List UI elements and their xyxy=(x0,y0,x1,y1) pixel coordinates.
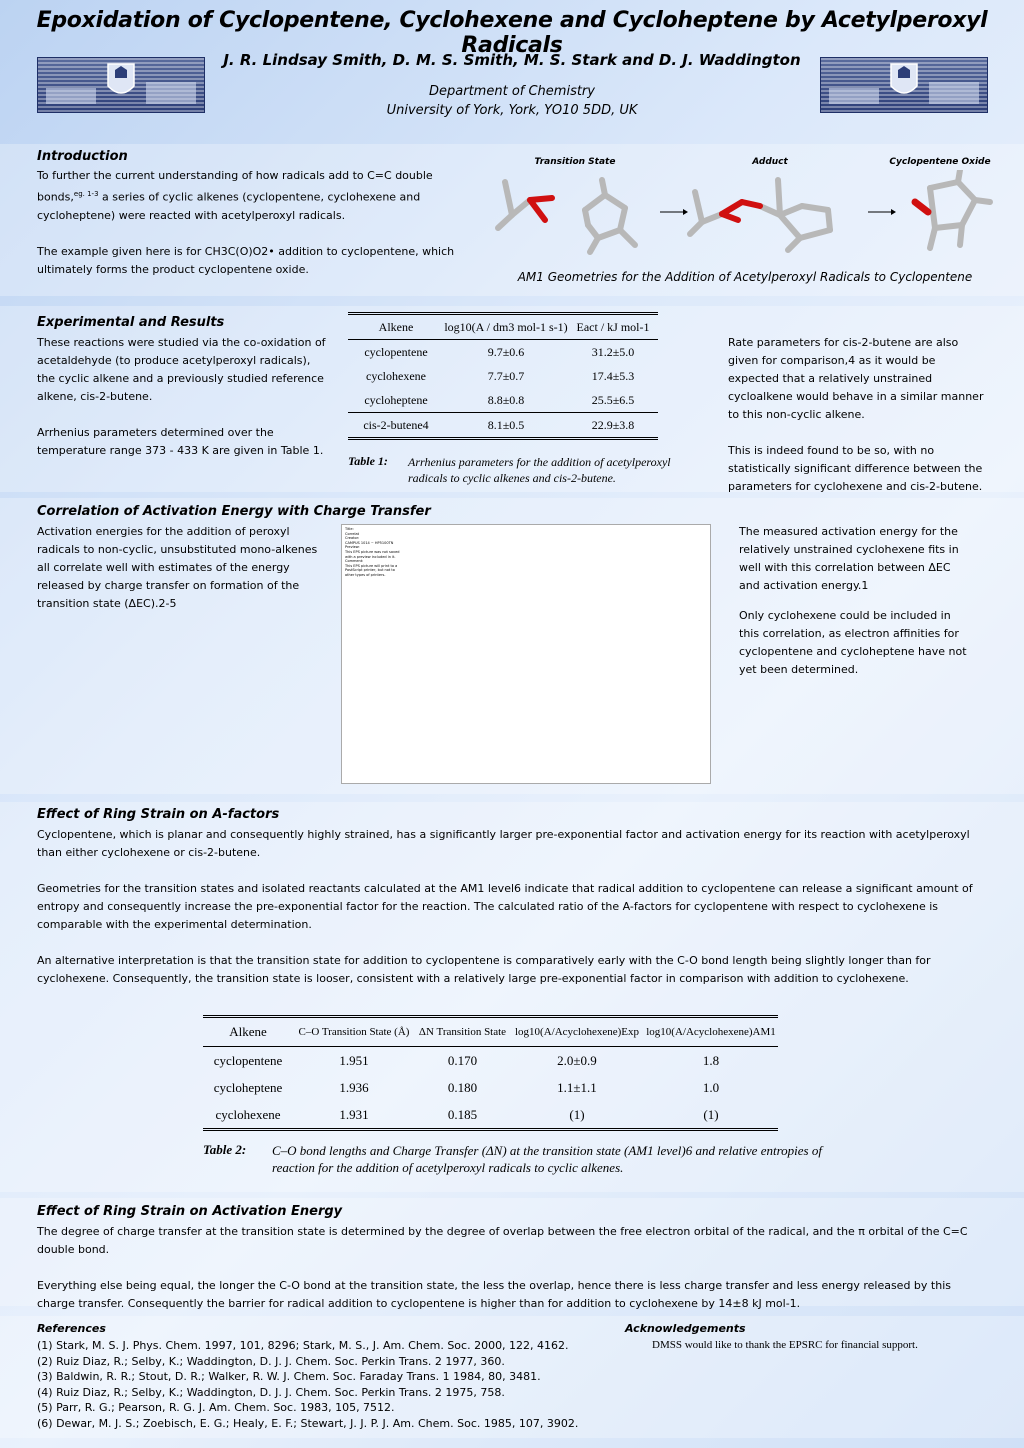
table-cell: (1) xyxy=(569,1106,585,1122)
table-1-bottom-rule xyxy=(348,437,658,440)
table-2-header: ΔN Transition State xyxy=(418,1026,507,1038)
reference-item: (1) Stark, M. S. J. Phys. Chem. 1997, 101, 8296; Stark, M. S., J. Am. Chem. Soc. 2000, 122, 4162. xyxy=(37,1339,569,1352)
table-2 xyxy=(203,1015,778,1131)
arrow-1 xyxy=(660,209,688,215)
table-cell: cycloheptene xyxy=(213,1079,283,1095)
table-cell: 1.936 xyxy=(339,1079,369,1095)
table-1-caption-text: Arrhenius parameters for the addition of acetylperoxyl radicals to cyclic alkenes and cis-2-butene. xyxy=(408,455,671,485)
table-cell: 1.951 xyxy=(339,1052,369,1068)
table-cell: 31.2±5.0 xyxy=(591,344,635,359)
crest-icon xyxy=(38,58,204,112)
table-cell: cycloheptene xyxy=(364,392,428,407)
experimental-p2: Arrhenius parameters determined over the temperature range 373 - 433 K are given in Table 1. xyxy=(37,426,324,457)
ring-strain-e-p1: The degree of charge transfer at the transition state is determined by the degree of overlap between the free electron orbital of the radical, and the π orbital of the C=C double bond. xyxy=(37,1225,968,1256)
table-2-header: log10(A/Acyclohexene)Exp xyxy=(514,1026,639,1038)
am1-geometries-figure xyxy=(490,170,1000,260)
label-transition-state: Transition State xyxy=(534,157,616,167)
table-cell: cyclopentene xyxy=(213,1052,283,1068)
adduct-molecule xyxy=(690,180,830,250)
authors: J. R. Lindsay Smith, D. M. S. Smith, M. S. Stark and D. J. Waddington xyxy=(223,51,801,69)
eps-placeholder-text: Title: Correlat Creator: CAMPUS 1014 ~ HP5100TN Preview: This EPS picture was not saved with a preview included in it. Comment: This EPS picture will print to a PostScript printer, but not to other types of printers. xyxy=(345,527,400,577)
transition-state-molecule xyxy=(498,180,635,252)
table-2-caption-text: C–O bond lengths and Charge Transfer (ΔN) at the transition state (AM1 level)6 and relative entropies of reaction for the addition of acetylperoxyl radicals to cyclic alkenes. xyxy=(272,1143,822,1175)
references-heading: References xyxy=(37,1322,106,1335)
table-cell: 1.1±1.1 xyxy=(557,1079,597,1095)
table-cell: 8.1±0.5 xyxy=(487,417,525,432)
university-crest-logo-left xyxy=(37,57,205,113)
intro-p1-b: a series of cyclic alkenes (cyclopentene, cyclohexene and cycloheptene) were reacted with acetylperoxyl radicals. xyxy=(37,190,421,222)
experimental-right-p1: Rate parameters for cis-2-butene are also given for comparison,4 as it would be expected that a relatively unstrained cycloalkene would behave in a similar manner to this non-cyclic alkene. xyxy=(728,336,984,421)
reference-item: (6) Dewar, M. J. S.; Zoebisch, E. G.; Healy, E. F.; Stewart, J. J. P. J. Am. Chem. Soc. 1985, 107, 3902. xyxy=(37,1416,579,1430)
poster-title: Epoxidation of Cyclopentene, Cyclohexene and Cycloheptene by Acetylperoxyl Radicals xyxy=(36,8,988,58)
label-cyclopentene-oxide: Cyclopentene Oxide xyxy=(889,157,991,167)
correlation-right-text xyxy=(739,523,969,679)
oxygen-atoms-adduct xyxy=(722,202,760,220)
ring-strain-a-p3: An alternative interpretation is that the transition state for addition to cyclopentene is comparatively early with the C-O bond length being slightly longer than for cyclohexene. Consequently, the transition state is looser, consistent with a relatively large pre-exponential factor in comparison with addition to cyclohexene. xyxy=(37,954,931,985)
correlation-heading: Correlation of Activation Energy with Charge Transfer xyxy=(37,504,431,519)
reference-item: (2) Ruiz Diaz, R.; Selby, K.; Waddington, D. J. J. Chem. Soc. Perkin Trans. 2 1977, 360. xyxy=(37,1354,505,1368)
table-cell: cyclohexene xyxy=(366,368,426,383)
table-cell: cyclohexene xyxy=(215,1106,281,1122)
introduction-heading: Introduction xyxy=(37,149,128,164)
table-cell: cis-2-butene4 xyxy=(363,417,429,432)
table-cell: 0.180 xyxy=(447,1079,478,1095)
table-row xyxy=(348,364,658,388)
table-2-header: log10(A/Acyclohexene)AM1 xyxy=(646,1026,776,1038)
table-1-header: Eact / kJ mol-1 xyxy=(576,319,650,334)
epoxide-oxygen xyxy=(915,202,928,212)
table-cell: 1.931 xyxy=(339,1106,369,1122)
references-list xyxy=(37,1338,617,1431)
correlation-right-p2: Only cyclohexene could be included in this correlation, as electron affinities for cyclopentene and cycloheptene have not yet been determined. xyxy=(739,609,967,676)
table-cell: 0.170 xyxy=(447,1052,478,1068)
introduction-text xyxy=(37,167,477,279)
ring-strain-a-heading: Effect of Ring Strain on A-factors xyxy=(37,807,280,822)
cyclopentene-oxide-molecule xyxy=(930,170,990,248)
university-crest-logo-right xyxy=(820,57,988,113)
experimental-p1: These reactions were studied via the co-oxidation of acetaldehyde (to produce acetylperoxyl radicals), the cyclic alkene and a previously studied reference alkene, cis-2-butene. xyxy=(37,336,326,403)
table-row xyxy=(348,340,658,365)
acknowledgements-heading: Acknowledgements xyxy=(625,1322,746,1335)
table-cell: 8.8±0.8 xyxy=(487,392,525,407)
intro-p1-sup: eg. 1-3 xyxy=(73,190,99,198)
ring-strain-e-p2: Everything else being equal, the longer the C-O bond at the transition state, the less the overlap, hence there is less charge transfer and less energy released by this charge transfer. Consequently the barrier for radical addition to cyclopentene is higher than for addition to cyclohexene by 14±8 kJ mol-1. xyxy=(37,1279,951,1310)
table-cell: 1.0 xyxy=(702,1079,720,1095)
label-adduct: Adduct xyxy=(752,157,788,167)
correlation-left-text: Activation energies for the addition of peroxyl radicals to non-cyclic, unsubstituted mono-alkenes all correlate well with estimates of the energy released by charge transfer on formation of the transition state (ΔEC).2-5 xyxy=(37,525,318,610)
experimental-right-text xyxy=(728,334,988,496)
table-row xyxy=(348,413,658,438)
ring-strain-e-text xyxy=(37,1223,987,1313)
table-cell: 0.185 xyxy=(447,1106,478,1122)
department: Department of Chemistry xyxy=(429,84,595,99)
table-2-caption-label: Table 2: xyxy=(203,1142,247,1157)
ring-strain-a-p1: Cyclopentene, which is planar and consequently highly strained, has a significantly larger pre-exponential factor and activation energy for its reaction with acetylperoxyl than either cyclohexene or cis-2-butene. xyxy=(37,828,970,859)
correlation-right-p1: The measured activation energy for the relatively unstrained cyclohexene fits in well with this correlation between ΔEC and activation energy.1 xyxy=(739,525,959,592)
table-1 xyxy=(348,312,658,440)
experimental-text xyxy=(37,334,327,460)
intro-p2: The example given here is for CH3C(O)O2• addition to cyclopentene, which ultimately forms the product cyclopentene oxide. xyxy=(37,244,455,276)
ring-strain-a-p2: Geometries for the transition states and isolated reactants calculated at the AM1 level6 indicate that radical addition to cyclopentene can release a significant amount of entropy and consequently increase the pre-exponential factor for the reaction. The calculated ratio of the A-factors for cyclopentene with respect to cyclohexene is comparable with the experimental determination. xyxy=(37,882,973,931)
geometry-caption: AM1 Geometries for the Addition of Acetylperoxyl Radicals to Cyclopentene xyxy=(517,270,973,284)
reference-item: (3) Baldwin, R. R.; Stout, D. R.; Walker, R. W. J. Chem. Soc. Faraday Trans. 1 1984, 80, 3481. xyxy=(37,1370,541,1383)
table-2-bottom-rule xyxy=(203,1128,778,1131)
table-row xyxy=(203,1047,778,1075)
oxygen-atoms-ts xyxy=(530,198,552,220)
table-2-header: Alkene xyxy=(229,1024,267,1039)
reference-item: (5) Parr, R. G.; Pearson, R. G. J. Am. Chem. Soc. 1983, 105, 7512. xyxy=(37,1401,395,1414)
table-cell: 1.8 xyxy=(702,1052,720,1068)
table-cell: 2.0±0.9 xyxy=(557,1052,597,1068)
table-row xyxy=(203,1101,778,1128)
ring-strain-e-heading: Effect of Ring Strain on Activation Energy xyxy=(37,1204,343,1219)
intro-p1-a: To further the current understanding of how radicals add to C=C double bonds, xyxy=(37,169,433,204)
eps-figure-placeholder xyxy=(341,524,711,784)
table-cell: 7.7±0.7 xyxy=(487,368,525,383)
table-2-header: C–O Transition State (Å) xyxy=(298,1026,410,1038)
address: University of York, York, YO10 5DD, UK xyxy=(386,103,638,118)
ring-strain-a-text xyxy=(37,826,987,988)
experimental-right-p2: This is indeed found to be so, with no statistically significant difference between the parameters for cyclohexene and cis-2-butene. xyxy=(728,444,983,493)
table-1-header: Alkene xyxy=(378,319,414,334)
table-row xyxy=(348,388,658,413)
acknowledgements-text: DMSS would like to thank the EPSRC for financial support. xyxy=(652,1339,918,1351)
reference-item: (4) Ruiz Diaz, R.; Selby, K.; Waddington, D. J. J. Chem. Soc. Perkin Trans. 2 1975, 758. xyxy=(37,1385,505,1399)
table-cell: 22.9±3.8 xyxy=(591,417,635,432)
arrow-2 xyxy=(868,209,896,215)
experimental-heading: Experimental and Results xyxy=(37,315,225,330)
crest-icon xyxy=(821,58,987,112)
table-row xyxy=(203,1074,778,1101)
table-1-header: log10(A / dm3 mol-1 s-1) xyxy=(444,319,568,334)
table-1-caption-label: Table 1: xyxy=(348,454,388,468)
table-cell: cyclopentene xyxy=(364,344,428,359)
table-cell: (1) xyxy=(703,1106,719,1122)
table-cell: 17.4±5.3 xyxy=(591,368,635,383)
table-cell: 25.5±6.5 xyxy=(591,392,635,407)
table-cell: 9.7±0.6 xyxy=(487,344,525,359)
